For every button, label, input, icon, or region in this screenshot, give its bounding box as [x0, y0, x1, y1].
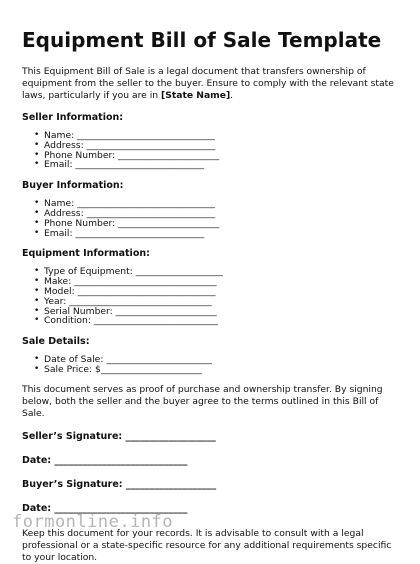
equipment-type-field: • Type of Equipment: ___________________	[44, 267, 402, 277]
seller-email-field: • Email: ____________________________	[44, 160, 402, 170]
equipment-heading: Equipment Information:	[22, 248, 150, 260]
equipment-serial-field: • Serial Number: ______________________	[44, 307, 402, 317]
seller-signature-line: Seller’s Signature: ___________________	[22, 430, 216, 442]
agreement-paragraph: This document serves as proof of purchase and ownership transfer. By signing below, both the seller and the buyer agree to the terms outlined in this Bill of Sale.	[22, 383, 383, 419]
seller-name-field: • Name: ______________________________	[44, 131, 402, 141]
buyer-signature-line: Buyer’s Signature: ___________________	[22, 478, 217, 490]
equipment-list	[22, 267, 402, 326]
equipment-condition-field: • Condition: ___________________________	[44, 316, 402, 326]
intro-paragraph	[22, 66, 402, 102]
equipment-year-field: • Year: _______________________________	[44, 297, 402, 307]
buyer-address-field: • Address: ____________________________	[44, 209, 402, 219]
intro-text: This Equipment Bill of Sale is a legal document that transfers ownership of equipment from the seller to the buyer. Ensure to comply with the relevant state laws, particularly if you are in	[22, 66, 394, 101]
buyer-phone-field: • Phone Number: ______________________	[44, 219, 402, 229]
equipment-make-field: • Make: _______________________________	[44, 277, 402, 287]
intro-end: .	[230, 90, 234, 101]
document-page	[22, 28, 402, 564]
buyer-list	[22, 199, 402, 238]
sale-list	[22, 355, 402, 375]
seller-date-line: Date: ____________________________	[22, 454, 188, 466]
sale-date-field: • Date of Sale: _______________________	[44, 355, 402, 365]
closing-paragraph: Keep this document for your records. It is advisable to consult with a legal professional or a state-specific resource for any additional requirements specific to your location.	[22, 527, 392, 563]
seller-address-field: • Address: ____________________________	[44, 141, 402, 151]
document-title: Equipment Bill of Sale Template	[22, 28, 382, 52]
seller-list	[22, 131, 402, 170]
seller-heading: Seller Information:	[22, 112, 124, 123]
watermark: formonline.info	[12, 512, 174, 532]
seller-phone-field: • Phone Number: ______________________	[44, 151, 402, 161]
buyer-email-field: • Email: ____________________________	[44, 229, 402, 239]
sale-heading: Sale Details:	[22, 336, 90, 348]
buyer-heading: Buyer Information:	[22, 180, 124, 192]
buyer-date-line: Date: ____________________________	[22, 502, 188, 514]
state-name-placeholder: [State Name]	[161, 90, 231, 101]
equipment-model-field: • Model: ______________________________	[44, 287, 402, 297]
buyer-name-field: • Name: ______________________________	[44, 199, 402, 209]
sale-price-field: • Sale Price: $______________________	[44, 365, 402, 375]
